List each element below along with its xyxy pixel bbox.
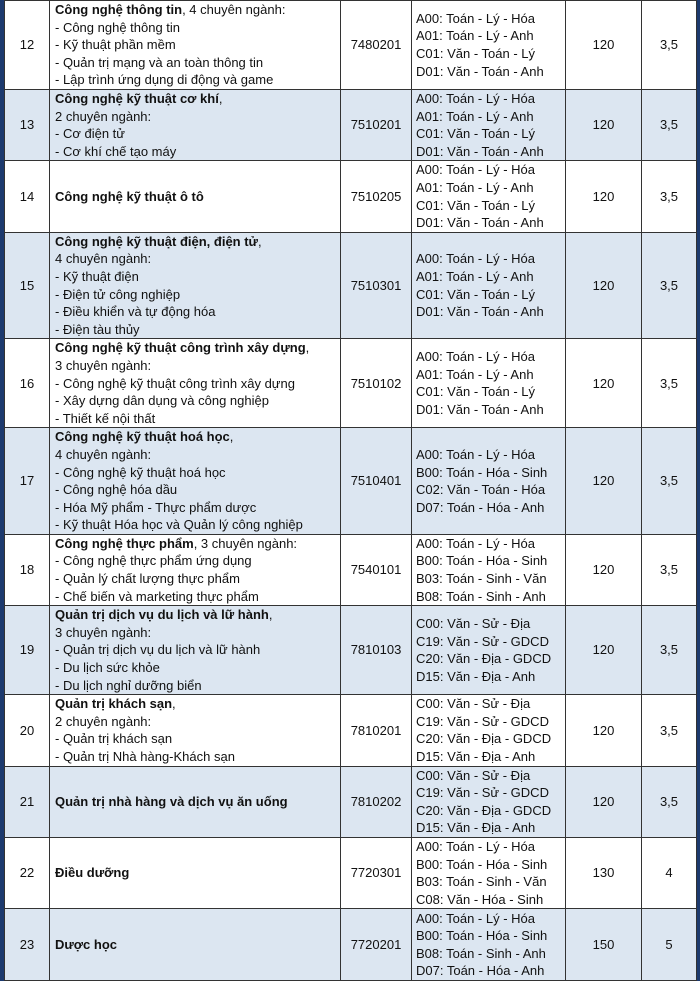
major-cell [50, 909, 341, 981]
major-suffix: , 4 chuyên ngành: [182, 2, 286, 18]
stt-cell [5, 695, 50, 766]
score-cell [642, 606, 697, 695]
quota-cell [566, 534, 642, 605]
subject-combos-cell [412, 606, 566, 695]
score-cell [642, 695, 697, 766]
major-heading [55, 339, 340, 357]
quota-value: 120 [592, 722, 615, 738]
subject-combo: A00: Toán - Lý - Hóa [416, 910, 535, 926]
score-value: 3,5 [659, 793, 679, 809]
score-value: 3,5 [659, 642, 679, 658]
subject-combo: B00: Toán - Hóa - Sinh [416, 464, 548, 480]
row-number: 16 [19, 375, 35, 391]
specialization-item: 3 chuyên ngành: [55, 357, 152, 373]
score-value: 3,5 [659, 722, 679, 738]
major-code-cell [341, 90, 412, 161]
specialization-item: - Kỹ thuật điện [55, 268, 139, 284]
major-title: Công nghệ thực phẩm [55, 535, 194, 551]
subject-combo: D01: Văn - Toán - Anh [416, 215, 544, 231]
subject-combo: B03: Toán - Sinh - Văn [416, 874, 547, 890]
subject-combo: A01: Toán - Lý - Anh [416, 108, 534, 124]
major-cell [50, 1, 341, 90]
subject-combos-cell [412, 232, 566, 339]
quota-cell [566, 428, 642, 535]
table-row [5, 90, 697, 161]
stt-cell [5, 90, 50, 161]
major-suffix: , [172, 696, 176, 712]
score-cell [642, 909, 697, 981]
score-value: 3,5 [659, 37, 679, 53]
major-code-cell [341, 161, 412, 232]
major-heading [55, 428, 340, 446]
major-cell [50, 339, 341, 428]
specialization-item: - Cơ điện tử [55, 126, 125, 142]
subject-combo: D01: Văn - Toán - Anh [416, 63, 544, 79]
subject-combo: C00: Văn - Sử - Địa [416, 767, 531, 783]
major-cell [50, 606, 341, 695]
score-value: 3,5 [659, 188, 679, 204]
table-row [5, 161, 697, 232]
major-title: Quản trị khách sạn [55, 696, 173, 712]
score-value: 4 [665, 865, 673, 881]
specialization-item: - Xây dựng dân dụng và công nghiệp [55, 393, 269, 409]
specialization-item: - Quản trị mạng và an toàn thông tin [55, 54, 264, 70]
major-heading [55, 695, 340, 713]
major-suffix: , 3 chuyên ngành: [193, 535, 298, 551]
major-code-cell [341, 837, 412, 908]
major-suffix: , [268, 607, 273, 623]
table-row [5, 909, 697, 981]
major-title: Công nghệ kỹ thuật điện, điện tử [55, 233, 258, 249]
score-value: 3,5 [659, 375, 679, 391]
subject-combo: C01: Văn - Toán - Lý [416, 46, 535, 61]
specialization-item: - Công nghệ kỹ thuật hoá học [55, 464, 226, 480]
stt-cell [5, 534, 50, 605]
subject-combo: D07: Toán - Hóa - Anh [416, 499, 545, 515]
subject-combo: A01: Toán - Lý - Anh [416, 179, 534, 195]
quota-value: 120 [592, 37, 615, 53]
subject-combo: C08: Văn - Hóa - Sinh [416, 891, 544, 907]
quota-cell [566, 766, 642, 837]
score-cell [642, 90, 697, 161]
subject-combos-cell [412, 766, 566, 837]
major-code: 7540101 [350, 562, 402, 578]
subject-combo: C01: Văn - Toán - Lý [416, 197, 535, 213]
subject-combo: B08: Toán - Sinh - Anh [416, 945, 546, 961]
subject-combo: B03: Toán - Sinh - Văn [416, 571, 547, 587]
major-cell [50, 232, 341, 339]
major-code-cell [341, 428, 412, 535]
major-title: Công nghệ kỹ thuật công trình xây dựng [55, 340, 306, 356]
subject-combo: C20: Văn - Địa - GDCD [416, 651, 552, 667]
subject-combo: A00: Toán - Lý - Hóa [416, 446, 535, 462]
table-row [5, 1, 697, 90]
subject-combo: C20: Văn - Địa - GDCD [416, 802, 552, 818]
quota-cell [566, 837, 642, 908]
quota-value: 120 [592, 375, 615, 391]
major-code: 7510205 [350, 188, 402, 204]
major-heading [55, 188, 340, 206]
row-number: 12 [19, 37, 35, 53]
major-code-cell [341, 1, 412, 90]
row-number: 20 [19, 722, 35, 738]
score-cell [642, 1, 697, 90]
major-title: Điều dưỡng [55, 865, 130, 881]
quota-cell [566, 909, 642, 981]
major-cell [50, 837, 341, 908]
major-code-cell [341, 909, 412, 981]
major-heading [55, 606, 340, 624]
major-code: 7510102 [350, 375, 402, 391]
stt-cell [5, 1, 50, 90]
quota-cell [566, 606, 642, 695]
specialization-item: - Du lịch sức khỏe [55, 660, 160, 676]
table-row [5, 232, 697, 339]
specialization-item: - Điện tử công nghiệp [55, 286, 181, 302]
subject-combo: C01: Văn - Toán - Lý [416, 126, 535, 142]
quota-value: 120 [592, 793, 615, 809]
specialization-item: - Quản lý chất lượng thực phẩm [55, 571, 240, 587]
subject-combo: C01: Văn - Toán - Lý [416, 384, 535, 400]
major-heading [55, 1, 340, 19]
subject-combos-cell [412, 161, 566, 232]
quota-value: 150 [592, 937, 615, 953]
major-title: Công nghệ kỹ thuật ô tô [55, 188, 204, 204]
specialization-item: - Du lịch nghỉ dưỡng biển [55, 677, 202, 693]
row-number: 15 [19, 277, 35, 293]
subject-combo: A01: Toán - Lý - Anh [416, 28, 534, 44]
specialization-item: - Quản trị Nhà hàng-Khách sạn [55, 749, 235, 764]
major-code: 7810201 [350, 722, 402, 738]
score-value: 3,5 [659, 117, 679, 133]
subject-combo: D15: Văn - Địa - Anh [416, 820, 536, 836]
major-code-cell [341, 339, 412, 428]
quota-cell [566, 232, 642, 339]
subject-combo: A00: Toán - Lý - Hóa [416, 349, 535, 365]
specialization-item: - Công nghệ kỹ thuật công trình xây dựng [55, 375, 295, 391]
specialization-item: - Cơ khí chế tạo máy [55, 143, 177, 159]
major-title: Dược học [55, 937, 117, 953]
score-value: 5 [665, 937, 673, 953]
major-suffix: , [305, 340, 310, 356]
subject-combos-cell [412, 909, 566, 981]
specialization-item: - Công nghệ hóa dầu [55, 482, 178, 498]
subject-combo: D15: Văn - Địa - Anh [416, 668, 536, 684]
subject-combo: A00: Toán - Lý - Hóa [416, 251, 535, 267]
score-cell [642, 837, 697, 908]
specialization-item: 2 chuyên ngành: [55, 713, 152, 729]
stt-cell [5, 232, 50, 339]
specialization-item: - Thiết kế nội thất [55, 410, 156, 426]
major-code-cell [341, 766, 412, 837]
stt-cell [5, 339, 50, 428]
table-row [5, 766, 697, 837]
major-cell [50, 766, 341, 837]
specialization-item: 3 chuyên ngành: [55, 624, 152, 640]
subject-combo: D01: Văn - Toán - Anh [416, 401, 544, 417]
row-number: 18 [19, 562, 35, 578]
row-number: 17 [19, 473, 35, 489]
subject-combo: C20: Văn - Địa - GDCD [416, 731, 552, 747]
admissions-table-page [4, 0, 696, 979]
major-heading [55, 535, 340, 553]
score-cell [642, 161, 697, 232]
specialization-item: - Kỹ thuật Hóa học và Quản lý công nghiệp [55, 517, 303, 533]
specialization-item: - Điều khiển và tự động hóa [55, 304, 216, 320]
major-title: Quản trị dịch vụ du lịch và lữ hành [55, 607, 269, 623]
subject-combo: C19: Văn - Sử - GDCD [416, 633, 549, 649]
major-cell [50, 161, 341, 232]
subject-combo: B00: Toán - Hóa - Sinh [416, 553, 548, 569]
specialization-item: - Hóa Mỹ phẩm - Thực phẩm dược [55, 499, 257, 515]
score-cell [642, 766, 697, 837]
specialization-item: 4 chuyên ngành: [55, 446, 152, 462]
subject-combo: C19: Văn - Sử - GDCD [416, 713, 549, 729]
score-cell [642, 428, 697, 535]
major-cell [50, 428, 341, 535]
table-row [5, 428, 697, 535]
major-code-cell [341, 695, 412, 766]
majors-table-body [5, 1, 697, 981]
majors-table [4, 0, 697, 981]
quota-value: 120 [592, 642, 615, 658]
subject-combo: B08: Toán - Sinh - Anh [416, 588, 546, 604]
quota-value: 120 [592, 562, 615, 578]
specialization-item: - Kỹ thuật phần mềm [55, 37, 176, 53]
subject-combo: A00: Toán - Lý - Hóa [416, 535, 535, 551]
row-number: 23 [19, 937, 35, 953]
score-cell [642, 232, 697, 339]
major-code: 7810103 [350, 642, 402, 658]
table-row [5, 606, 697, 695]
quota-value: 120 [592, 473, 615, 489]
subject-combos-cell [412, 837, 566, 908]
major-code: 7720301 [350, 865, 402, 881]
quota-value: 120 [592, 117, 615, 133]
major-heading [55, 233, 340, 251]
table-row [5, 695, 697, 766]
stt-cell [5, 428, 50, 535]
major-code-cell [341, 232, 412, 339]
subject-combo: C02: Văn - Toán - Hóa [416, 482, 546, 498]
subject-combo: C19: Văn - Sử - GDCD [416, 785, 549, 801]
major-cell [50, 534, 341, 605]
specialization-item: - Công nghệ thông tin [55, 19, 181, 35]
subject-combo: A00: Toán - Lý - Hóa [416, 10, 535, 26]
major-code: 7480201 [350, 37, 402, 53]
subject-combos-cell [412, 695, 566, 766]
quota-value: 120 [592, 188, 615, 204]
subject-combo: C00: Văn - Sử - Địa [416, 696, 531, 712]
subject-combos-cell [412, 534, 566, 605]
table-row [5, 339, 697, 428]
stt-cell [5, 837, 50, 908]
subject-combos-cell [412, 339, 566, 428]
score-value: 3,5 [659, 562, 679, 578]
subject-combo: D07: Toán - Hóa - Anh [416, 963, 545, 979]
subject-combos-cell [412, 1, 566, 90]
specialization-item: - Điện tàu thủy [55, 321, 140, 337]
major-suffix: , [218, 91, 223, 106]
major-code: 7510301 [350, 277, 402, 293]
row-number: 14 [19, 188, 35, 204]
major-code: 7510201 [350, 117, 402, 133]
subject-combo: A01: Toán - Lý - Anh [416, 268, 534, 284]
specialization-item: - Công nghệ thực phẩm ứng dụng [55, 553, 252, 569]
subject-combo: C00: Văn - Sử - Địa [416, 616, 531, 632]
row-number: 21 [19, 793, 35, 809]
quota-cell [566, 695, 642, 766]
subject-combo: A01: Toán - Lý - Anh [416, 366, 534, 382]
major-heading [55, 936, 340, 954]
major-suffix: , [229, 429, 234, 445]
specialization-item: - Quản trị khách sạn [55, 731, 173, 747]
row-number: 19 [19, 642, 35, 658]
subject-combo: B00: Toán - Hóa - Sinh [416, 856, 548, 872]
subject-combo: A00: Toán - Lý - Hóa [416, 91, 535, 106]
row-number: 13 [19, 117, 35, 133]
subject-combo: A00: Toán - Lý - Hóa [416, 162, 535, 178]
quota-cell [566, 339, 642, 428]
subject-combo: D15: Văn - Địa - Anh [416, 749, 536, 764]
row-number: 22 [19, 865, 35, 881]
specialization-item: 2 chuyên ngành: [55, 108, 152, 124]
specialization-item: - Chế biến và marketing thực phẩm [55, 588, 259, 604]
major-heading [55, 864, 340, 882]
major-code: 7510401 [350, 473, 402, 489]
quota-value: 130 [592, 865, 615, 881]
major-title: Công nghệ thông tin [55, 2, 183, 18]
score-value: 3,5 [659, 277, 679, 293]
quota-value: 120 [592, 277, 615, 293]
major-heading [55, 793, 340, 811]
table-row [5, 837, 697, 908]
subject-combos-cell [412, 90, 566, 161]
specialization-item: - Quản trị dịch vụ du lịch và lữ hành [55, 642, 261, 658]
major-cell [50, 695, 341, 766]
major-suffix: , [257, 233, 262, 249]
major-title: Quản trị nhà hàng và dịch vụ ăn uống [55, 793, 288, 809]
quota-cell [566, 161, 642, 232]
subject-combo: B00: Toán - Hóa - Sinh [416, 928, 548, 944]
score-cell [642, 339, 697, 428]
subject-combo: D01: Văn - Toán - Anh [416, 304, 544, 320]
major-code-cell [341, 606, 412, 695]
specialization-item: 4 chuyên ngành: [55, 251, 152, 267]
major-code-cell [341, 534, 412, 605]
specialization-item: - Lập trình ứng dụng di động và game [55, 72, 274, 88]
major-code: 7810202 [350, 793, 402, 809]
quota-cell [566, 90, 642, 161]
stt-cell [5, 766, 50, 837]
major-title: Công nghệ kỹ thuật hoá học [55, 429, 230, 445]
major-code: 7720201 [350, 937, 402, 953]
quota-cell [566, 1, 642, 90]
stt-cell [5, 161, 50, 232]
score-cell [642, 534, 697, 605]
major-heading [55, 90, 340, 108]
stt-cell [5, 606, 50, 695]
subject-combos-cell [412, 428, 566, 535]
score-value: 3,5 [659, 473, 679, 489]
table-row [5, 534, 697, 605]
major-title: Công nghệ kỹ thuật cơ khí [55, 91, 219, 106]
subject-combo: D01: Văn - Toán - Anh [416, 143, 544, 159]
subject-combo: A00: Toán - Lý - Hóa [416, 838, 535, 854]
stt-cell [5, 909, 50, 981]
major-cell [50, 90, 341, 161]
subject-combo: C01: Văn - Toán - Lý [416, 286, 535, 302]
